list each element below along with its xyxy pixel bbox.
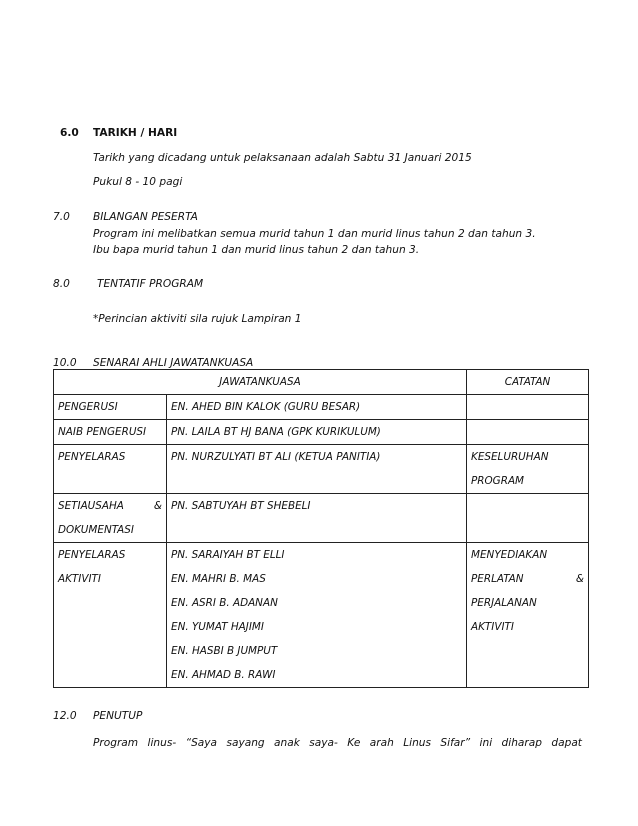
member-name: EN. ASRI B. ADANAN <box>171 597 278 609</box>
closing-word: ini <box>479 737 493 749</box>
closing-word: diharap <box>501 737 542 749</box>
role-cell: PENGERUSI <box>54 395 167 420</box>
notes-line: AKTIVITI <box>471 621 514 633</box>
notes-ampersand: & <box>575 573 585 585</box>
closing-word: anak <box>274 737 300 749</box>
closing-word: dapat <box>551 737 582 749</box>
section-8-title: TENTATIF PROGRAM <box>97 278 204 290</box>
notes-cell <box>467 420 589 445</box>
table-row <box>54 543 589 688</box>
role-cell <box>54 543 167 688</box>
closing-word: linus- <box>147 737 177 749</box>
section-7-text-2: Ibu bapa murid tahun 1 dan murid linus tahun 2 dan tahun 3. <box>93 244 420 256</box>
closing-word: “Saya <box>185 737 218 749</box>
role-line: DOKUMENTASI <box>58 524 134 536</box>
role-cell <box>54 494 167 543</box>
name-cell <box>167 543 467 688</box>
member-name: EN. AHMAD B. RAWI <box>171 669 276 681</box>
notes-cell <box>467 395 589 420</box>
notes-cell <box>467 494 589 543</box>
notes-line: PERJALANAN <box>471 597 537 609</box>
section-10-number: 10.0 <box>53 357 77 369</box>
member-name: EN. YUMAT HAJIMI <box>171 621 264 633</box>
table-row <box>54 395 589 420</box>
section-12-text <box>93 737 582 749</box>
notes-line: PERLATAN <box>471 573 524 585</box>
name-cell: PN. NURZULYATI BT ALI (KETUA PANITIA) <box>167 445 467 494</box>
closing-word: arah <box>369 737 394 749</box>
notes-line: PROGRAM <box>471 475 525 487</box>
member-name: EN. HASBI B JUMPUT <box>171 645 278 657</box>
closing-word: sayang <box>226 737 265 749</box>
role-line: SETIAUSAHA <box>58 500 124 512</box>
section-12-number: 12.0 <box>53 710 77 722</box>
section-6-time-text: Pukul 8 - 10 pagi <box>93 176 183 188</box>
name-cell: EN. AHED BIN KALOK (GURU BESAR) <box>167 395 467 420</box>
notes-line: MENYEDIAKAN <box>471 549 548 561</box>
section-7-text-1: Program ini melibatkan semua murid tahun 1 dan murid linus tahun 2 dan tahun 3. <box>93 228 536 240</box>
section-7-title: BILANGAN PESERTA <box>93 211 198 223</box>
name-cell: PN. LAILA BT HJ BANA (GPK KURIKULUM) <box>167 420 467 445</box>
section-8-number: 8.0 <box>53 278 70 290</box>
section-6-date-text: Tarikh yang dicadang untuk pelaksanaan adalah Sabtu 31 Januari 2015 <box>93 152 472 164</box>
notes-cell <box>467 445 589 494</box>
role-line: AKTIVITI <box>58 573 101 585</box>
table-row <box>54 420 589 445</box>
section-7-number: 7.0 <box>53 211 70 223</box>
closing-word: saya- <box>309 737 338 749</box>
role-ampersand: & <box>153 500 162 512</box>
closing-word: Sifar” <box>440 737 471 749</box>
closing-word: Ke <box>347 737 361 749</box>
committee-table <box>53 369 589 688</box>
section-6-title: TARIKH / HARI <box>93 127 178 139</box>
member-name: EN. MAHRI B. MAS <box>171 573 266 585</box>
section-10-title: SENARAI AHLI JAWATANKUASA <box>93 357 254 369</box>
role-line: PENYELARAS <box>58 549 126 561</box>
table-row <box>54 445 589 494</box>
section-8-note: *Perincian aktiviti sila rujuk Lampiran 1 <box>93 313 302 325</box>
notes-line: KESELURUHAN <box>471 451 549 463</box>
name-cell: PN. SABTUYAH BT SHEBELI <box>167 494 467 543</box>
role-cell: PENYELARAS <box>54 445 167 494</box>
header-notes: CATATAN <box>467 370 589 395</box>
section-6-number: 6.0 <box>60 127 79 139</box>
member-name: PN. SARAIYAH BT ELLI <box>171 549 285 561</box>
closing-word: Program <box>93 737 139 749</box>
closing-word: Linus <box>403 737 432 749</box>
role-cell: NAIB PENGERUSI <box>54 420 167 445</box>
table-header-row <box>54 370 589 395</box>
notes-cell <box>467 543 589 688</box>
header-committee: JAWATANKUASA <box>54 370 467 395</box>
table-row <box>54 494 589 543</box>
section-12-title: PENUTUP <box>93 710 143 722</box>
